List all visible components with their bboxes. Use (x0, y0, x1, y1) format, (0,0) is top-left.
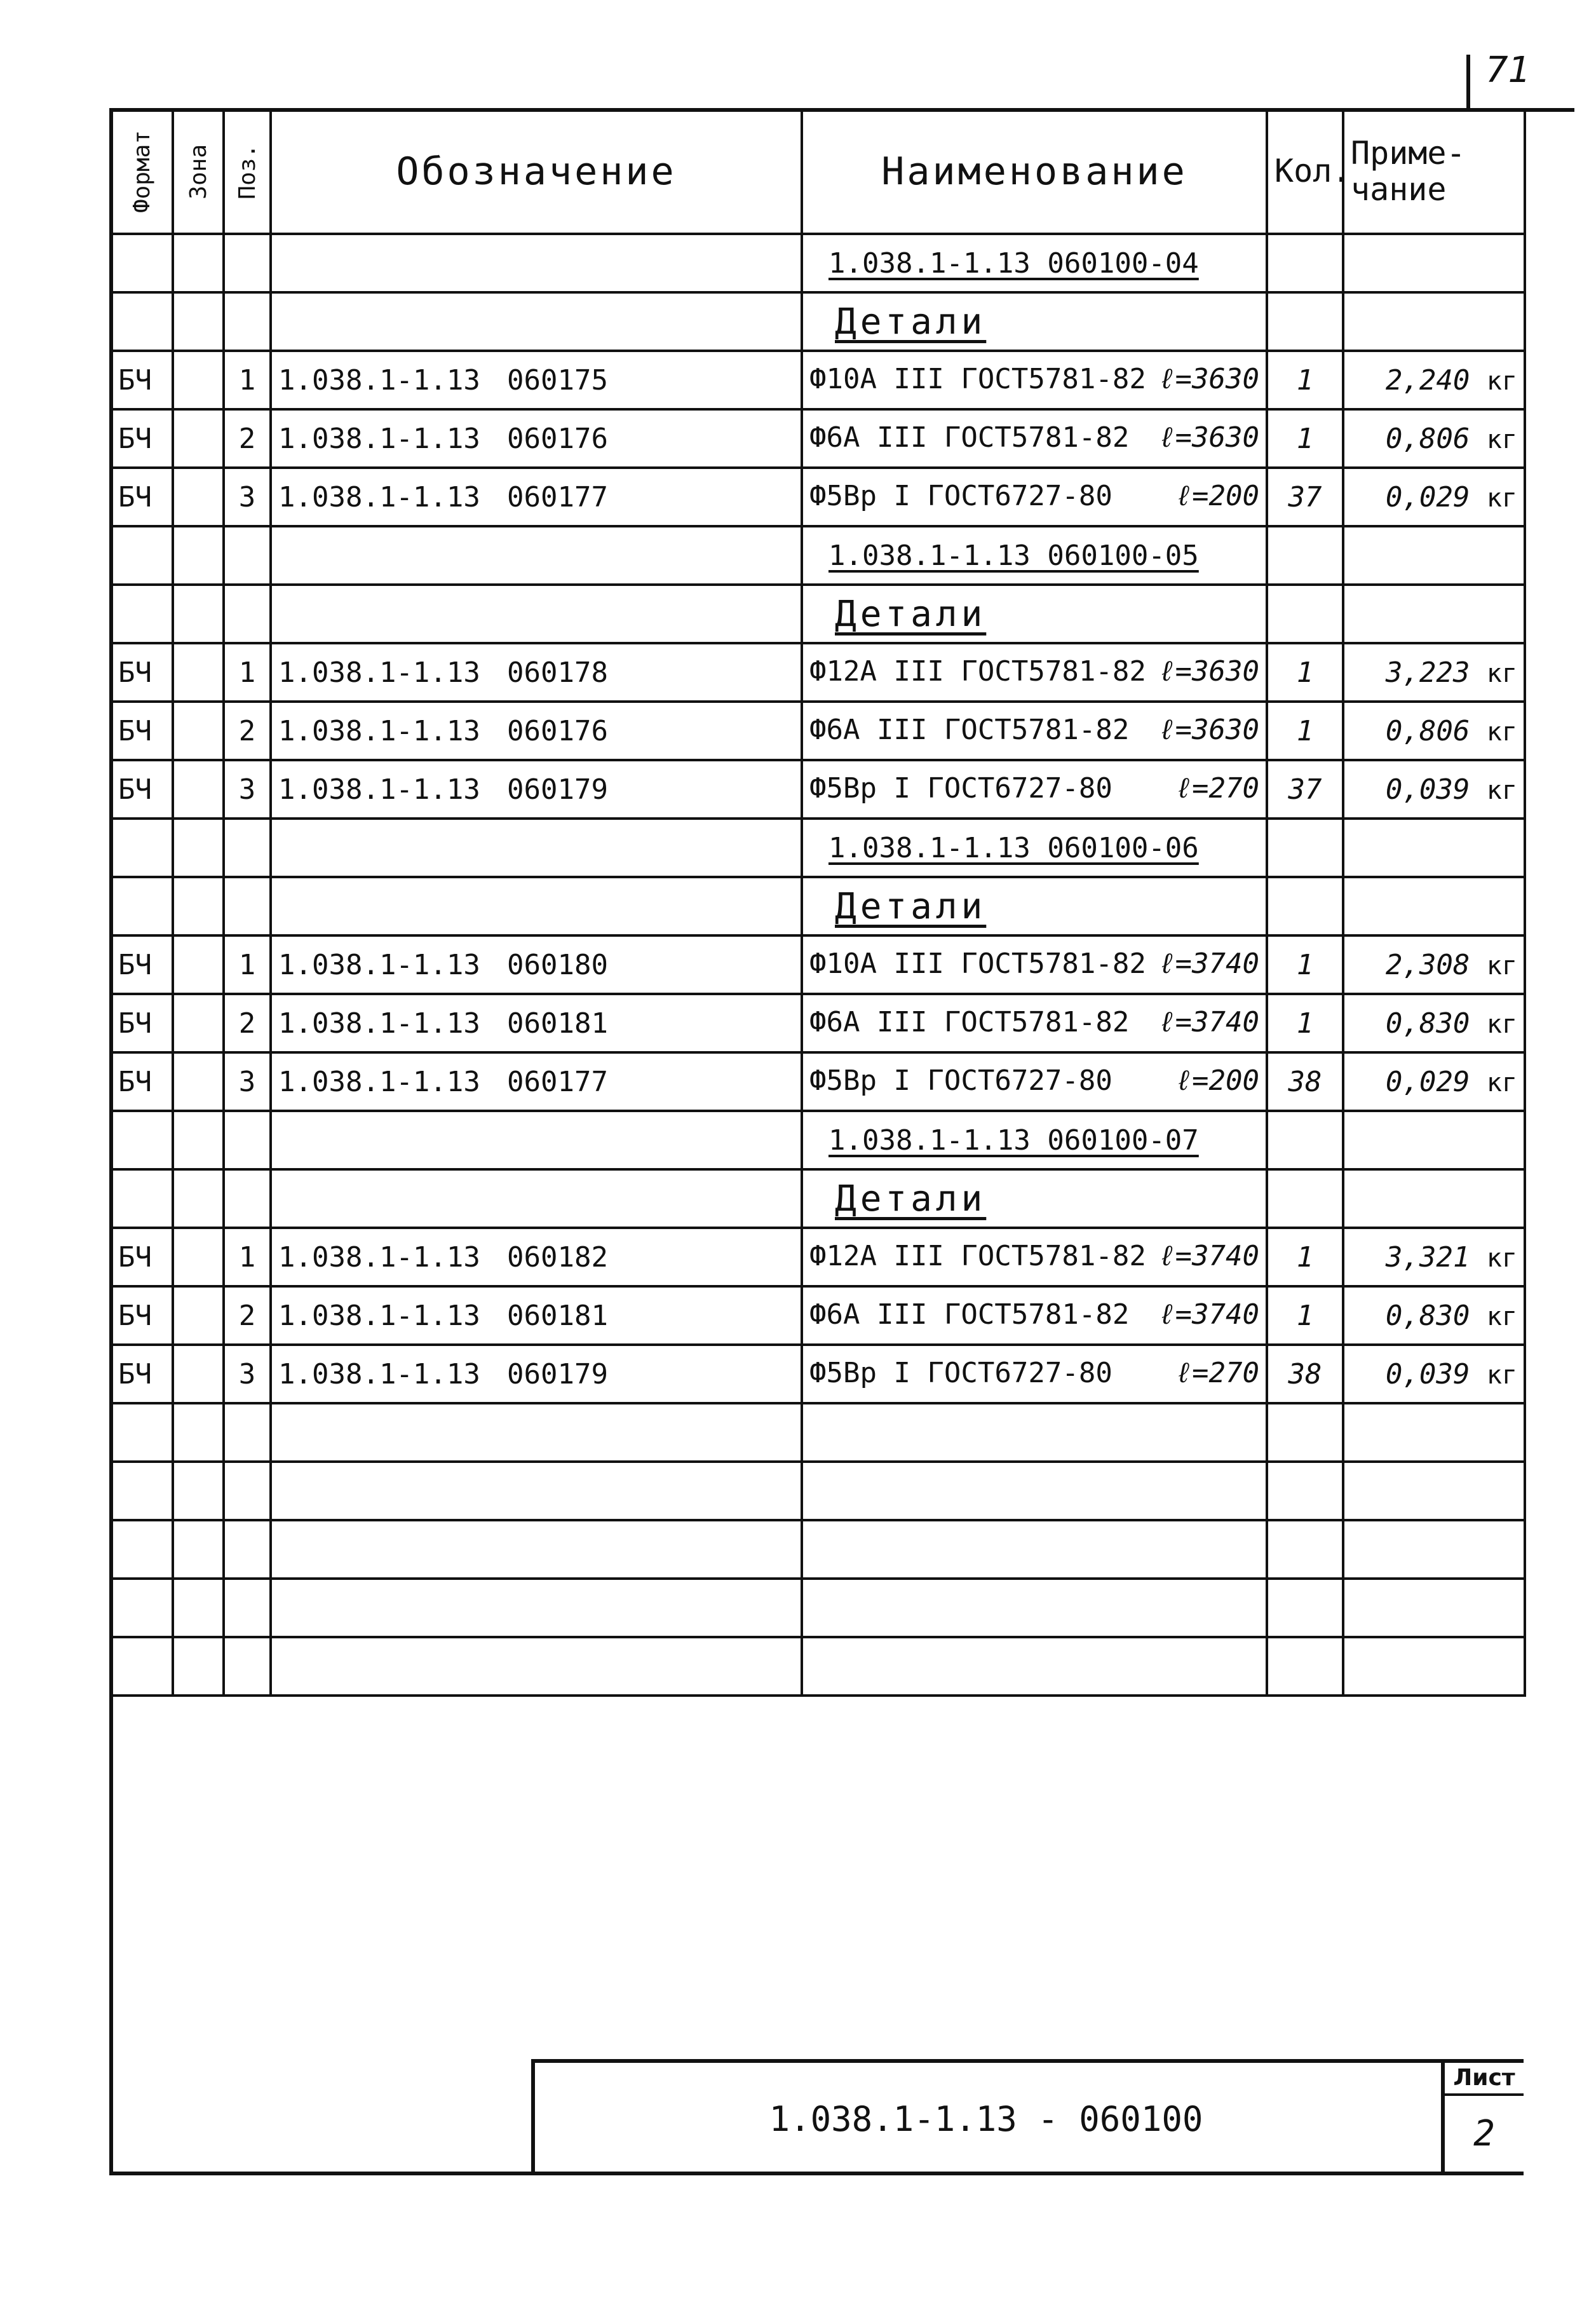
empty-row (111, 1579, 1525, 1637)
mass-unit: кг (1486, 425, 1517, 454)
page-number: 71 (1485, 50, 1531, 91)
format-cell (111, 234, 173, 292)
designation-cell (271, 1403, 802, 1462)
empty-row (111, 1637, 1525, 1696)
pos-cell: 1 (224, 643, 271, 702)
table-row (111, 1345, 1525, 1403)
format-cell (111, 292, 173, 351)
pos-cell (224, 877, 271, 935)
name-cell (802, 1637, 1267, 1696)
note-cell (1343, 994, 1525, 1052)
sheet-label: Лист (1445, 2063, 1524, 2096)
designation-number: 060177 (507, 480, 608, 513)
name-cell (802, 643, 1267, 702)
table-row (111, 760, 1525, 819)
format-cell (111, 1579, 173, 1637)
format-cell: БЧ (111, 468, 173, 526)
pos-cell (224, 526, 271, 585)
zone-cell (173, 702, 224, 760)
designation-cell (271, 468, 802, 526)
part-length: ℓ=3630 (1158, 714, 1259, 746)
zone-cell (173, 819, 224, 877)
part-name: Ф6А III ГОСТ5781-82 (809, 1006, 1130, 1038)
header-format: Формат (111, 109, 173, 234)
note-cell (1343, 351, 1525, 409)
designation-cell (271, 1637, 802, 1696)
note-cell (1343, 935, 1525, 994)
format-cell: БЧ (111, 994, 173, 1052)
designation-code: 1.038.1-1.13 (278, 480, 480, 513)
designation-number: 060181 (507, 1007, 608, 1040)
table-row (111, 351, 1525, 409)
section-row (111, 292, 1525, 351)
designation-code: 1.038.1-1.13 (278, 1065, 480, 1098)
name-cell (802, 1579, 1267, 1637)
specification-table (109, 108, 1526, 1697)
pos-cell: 1 (224, 1228, 271, 1286)
part-name: Ф6А III ГОСТ5781-82 (809, 1298, 1130, 1331)
note-cell (1343, 234, 1525, 292)
note-cell (1343, 1462, 1525, 1520)
note-cell (1343, 292, 1525, 351)
zone-cell (173, 643, 224, 702)
section-title: Детали (835, 885, 987, 927)
qty-cell: 1 (1267, 409, 1343, 468)
zone-cell (173, 234, 224, 292)
zone-cell (173, 351, 224, 409)
qty-cell: 1 (1267, 1286, 1343, 1345)
zone-cell (173, 1462, 224, 1520)
format-cell: БЧ (111, 1286, 173, 1345)
section-title: Детали (835, 593, 987, 635)
mass-value: 3,223 (1385, 656, 1470, 689)
qty-cell (1267, 526, 1343, 585)
table-row (111, 935, 1525, 994)
table-row (111, 1286, 1525, 1345)
designation-code: 1.038.1-1.13 (278, 1007, 480, 1040)
note-cell (1343, 819, 1525, 877)
designation-code: 1.038.1-1.13 (278, 1241, 480, 1274)
designation-cell (271, 351, 802, 409)
designation-number: 060175 (507, 364, 608, 397)
pos-cell (224, 1520, 271, 1579)
designation-number: 060179 (507, 773, 608, 806)
mass-value: 0,806 (1385, 422, 1470, 455)
designation-cell (271, 877, 802, 935)
section-row (111, 877, 1525, 935)
designation-cell (271, 819, 802, 877)
zone-cell (173, 1637, 224, 1696)
note-cell (1343, 1345, 1525, 1403)
qty-cell (1267, 1462, 1343, 1520)
assembly-code: 1.038.1-1.13 060100-06 (828, 831, 1199, 864)
part-name: Ф5Вр I ГОСТ6727-80 (809, 1064, 1112, 1097)
format-cell: БЧ (111, 351, 173, 409)
designation-code: 1.038.1-1.13 (278, 364, 480, 397)
document-code: 1.038.1-1.13 - 060100 (769, 2099, 1203, 2139)
qty-cell (1267, 292, 1343, 351)
format-cell (111, 1111, 173, 1169)
designation-code: 1.038.1-1.13 (278, 773, 480, 806)
designation-number: 060177 (507, 1065, 608, 1098)
name-cell (802, 935, 1267, 994)
designation-number: 060180 (507, 948, 608, 981)
zone-cell (173, 994, 224, 1052)
mass-value: 0,039 (1385, 773, 1470, 806)
mass-value: 0,029 (1385, 480, 1470, 513)
qty-cell: 38 (1267, 1345, 1343, 1403)
note-cell (1343, 1111, 1525, 1169)
designation-number: 060179 (507, 1357, 608, 1390)
note-cell (1343, 526, 1525, 585)
header-note: Приме-чание (1343, 109, 1525, 234)
note-cell (1343, 643, 1525, 702)
pos-cell (224, 1169, 271, 1228)
format-cell (111, 1169, 173, 1228)
qty-cell (1267, 1403, 1343, 1462)
format-cell: БЧ (111, 760, 173, 819)
designation-cell (271, 702, 802, 760)
name-cell (802, 585, 1267, 643)
designation-cell (271, 1345, 802, 1403)
designation-cell (271, 1286, 802, 1345)
designation-number: 060182 (507, 1241, 608, 1274)
name-cell (802, 292, 1267, 351)
note-cell (1343, 760, 1525, 819)
designation-code: 1.038.1-1.13 (278, 656, 480, 689)
note-cell (1343, 585, 1525, 643)
zone-cell (173, 1579, 224, 1637)
empty-row (111, 1520, 1525, 1579)
zone-cell (173, 409, 224, 468)
designation-cell (271, 1462, 802, 1520)
name-cell (802, 1403, 1267, 1462)
table-row (111, 994, 1525, 1052)
name-cell (802, 1286, 1267, 1345)
sheet-box (1441, 2063, 1524, 2175)
designation-code: 1.038.1-1.13 (278, 714, 480, 747)
part-name: Ф5Вр I ГОСТ6727-80 (809, 480, 1112, 512)
mass-unit: кг (1486, 1360, 1517, 1390)
mass-value: 0,830 (1385, 1007, 1470, 1040)
part-length: ℓ=270 (1175, 1357, 1259, 1389)
header-name: Наименование (802, 109, 1267, 234)
designation-cell (271, 760, 802, 819)
note-cell (1343, 1052, 1525, 1111)
qty-cell (1267, 234, 1343, 292)
qty-cell (1267, 1111, 1343, 1169)
pos-cell: 3 (224, 468, 271, 526)
name-cell (802, 760, 1267, 819)
note-cell (1343, 468, 1525, 526)
name-cell (802, 1345, 1267, 1403)
table-row (111, 409, 1525, 468)
mass-unit: кг (1486, 717, 1517, 747)
header-pos: Поз. (224, 109, 271, 234)
mass-unit: кг (1486, 1243, 1517, 1273)
zone-cell (173, 292, 224, 351)
mass-value: 3,321 (1385, 1241, 1470, 1274)
assembly-row (111, 526, 1525, 585)
mass-unit: кг (1486, 658, 1517, 688)
designation-code: 1.038.1-1.13 (278, 1357, 480, 1390)
name-cell (802, 409, 1267, 468)
empty-row (111, 1462, 1525, 1520)
qty-cell: 1 (1267, 351, 1343, 409)
qty-cell (1267, 1520, 1343, 1579)
mass-unit: кг (1486, 1302, 1517, 1331)
table-row (111, 1052, 1525, 1111)
pos-cell: 3 (224, 1345, 271, 1403)
pos-cell: 2 (224, 1286, 271, 1345)
name-cell (802, 234, 1267, 292)
part-name: Ф10А III ГОСТ5781-82 (809, 948, 1146, 980)
pos-cell (224, 585, 271, 643)
mass-unit: кг (1486, 1068, 1517, 1098)
mass-value: 2,308 (1385, 948, 1470, 981)
qty-cell: 37 (1267, 760, 1343, 819)
section-title: Детали (835, 301, 987, 343)
assembly-row (111, 819, 1525, 877)
table-row (111, 468, 1525, 526)
designation-cell (271, 409, 802, 468)
qty-cell: 1 (1267, 702, 1343, 760)
part-length: ℓ=3630 (1158, 421, 1259, 454)
part-length: ℓ=3630 (1158, 363, 1259, 395)
section-row (111, 585, 1525, 643)
designation-code: 1.038.1-1.13 (278, 1299, 480, 1332)
mass-value: 2,240 (1385, 364, 1470, 397)
name-cell (802, 1052, 1267, 1111)
mass-value: 0,806 (1385, 714, 1470, 747)
qty-cell: 1 (1267, 994, 1343, 1052)
part-length: ℓ=3630 (1158, 655, 1259, 688)
note-cell (1343, 877, 1525, 935)
zone-cell (173, 1520, 224, 1579)
note-cell (1343, 1637, 1525, 1696)
part-length: ℓ=3740 (1158, 1298, 1259, 1331)
part-length: ℓ=3740 (1158, 1240, 1259, 1272)
format-cell: БЧ (111, 1052, 173, 1111)
name-cell (802, 351, 1267, 409)
part-name: Ф5Вр I ГОСТ6727-80 (809, 772, 1112, 805)
mass-unit: кг (1486, 483, 1517, 513)
qty-cell (1267, 1579, 1343, 1637)
assembly-code: 1.038.1-1.13 060100-07 (828, 1124, 1199, 1157)
pos-cell (224, 1403, 271, 1462)
qty-cell (1267, 585, 1343, 643)
header-row (111, 109, 1525, 234)
zone-cell (173, 1286, 224, 1345)
qty-cell (1267, 877, 1343, 935)
designation-cell (271, 643, 802, 702)
part-length: ℓ=200 (1175, 480, 1259, 512)
name-cell (802, 877, 1267, 935)
mass-value: 0,830 (1385, 1299, 1470, 1332)
pos-cell: 2 (224, 994, 271, 1052)
name-cell (802, 1111, 1267, 1169)
name-cell (802, 526, 1267, 585)
name-cell (802, 1462, 1267, 1520)
header-qty: Кол. (1267, 109, 1343, 234)
note-cell (1343, 1286, 1525, 1345)
name-cell (802, 1520, 1267, 1579)
mass-unit: кг (1486, 775, 1517, 805)
format-cell: БЧ (111, 643, 173, 702)
note-cell (1343, 1403, 1525, 1462)
part-name: Ф12А III ГОСТ5781-82 (809, 655, 1146, 688)
qty-cell: 38 (1267, 1052, 1343, 1111)
designation-cell (271, 1052, 802, 1111)
zone-cell (173, 877, 224, 935)
format-cell (111, 877, 173, 935)
name-cell (802, 819, 1267, 877)
designation-code: 1.038.1-1.13 (278, 422, 480, 455)
pos-cell: 1 (224, 351, 271, 409)
zone-cell (173, 1403, 224, 1462)
part-name: Ф5Вр I ГОСТ6727-80 (809, 1357, 1112, 1389)
pos-cell (224, 1111, 271, 1169)
part-length: ℓ=3740 (1158, 1006, 1259, 1038)
pos-cell (224, 234, 271, 292)
part-name: Ф10А III ГОСТ5781-82 (809, 363, 1146, 395)
format-cell (111, 1403, 173, 1462)
qty-cell: 1 (1267, 643, 1343, 702)
pos-cell: 1 (224, 935, 271, 994)
part-length: ℓ=3740 (1158, 948, 1259, 980)
pos-cell (224, 1579, 271, 1637)
section-row (111, 1169, 1525, 1228)
pos-cell (224, 1637, 271, 1696)
format-cell (111, 819, 173, 877)
qty-cell (1267, 1637, 1343, 1696)
designation-number: 060176 (507, 422, 608, 455)
designation-cell (271, 1228, 802, 1286)
qty-cell: 37 (1267, 468, 1343, 526)
zone-cell (173, 1169, 224, 1228)
name-cell (802, 994, 1267, 1052)
part-length: ℓ=270 (1175, 772, 1259, 805)
note-cell (1343, 409, 1525, 468)
mass-unit: кг (1486, 951, 1517, 981)
assembly-row (111, 234, 1525, 292)
format-cell: БЧ (111, 409, 173, 468)
pos-cell (224, 292, 271, 351)
designation-number: 060181 (507, 1299, 608, 1332)
format-cell (111, 526, 173, 585)
designation-cell (271, 526, 802, 585)
name-cell (802, 468, 1267, 526)
qty-cell: 1 (1267, 1228, 1343, 1286)
mass-value: 0,029 (1385, 1065, 1470, 1098)
assembly-code: 1.038.1-1.13 060100-04 (828, 247, 1199, 280)
part-name: Ф12А III ГОСТ5781-82 (809, 1240, 1146, 1272)
mass-unit: кг (1486, 1009, 1517, 1039)
note-cell (1343, 1169, 1525, 1228)
zone-cell (173, 468, 224, 526)
qty-cell: 1 (1267, 935, 1343, 994)
format-cell: БЧ (111, 935, 173, 994)
pos-cell: 2 (224, 702, 271, 760)
zone-cell (173, 526, 224, 585)
zone-cell (173, 585, 224, 643)
pos-cell (224, 1462, 271, 1520)
header-designation: Обозначение (271, 109, 802, 234)
zone-cell (173, 1052, 224, 1111)
designation-number: 060178 (507, 656, 608, 689)
sheet-number: 2 (1473, 2113, 1495, 2154)
designation-code: 1.038.1-1.13 (278, 948, 480, 981)
mass-value: 0,039 (1385, 1357, 1470, 1390)
designation-number: 060176 (507, 714, 608, 747)
designation-cell (271, 994, 802, 1052)
name-cell (802, 1169, 1267, 1228)
specification-body (111, 234, 1525, 1696)
title-block (531, 2059, 1524, 2175)
zone-cell (173, 1111, 224, 1169)
designation-cell (271, 234, 802, 292)
zone-cell (173, 1228, 224, 1286)
qty-cell (1267, 1169, 1343, 1228)
part-name: Ф6А III ГОСТ5781-82 (809, 421, 1130, 454)
zone-cell (173, 1345, 224, 1403)
assembly-code: 1.038.1-1.13 060100-05 (828, 539, 1199, 572)
designation-cell (271, 1169, 802, 1228)
note-cell (1343, 702, 1525, 760)
table-row (111, 702, 1525, 760)
pos-cell (224, 819, 271, 877)
pos-cell: 3 (224, 1052, 271, 1111)
note-cell (1343, 1579, 1525, 1637)
format-cell: БЧ (111, 1345, 173, 1403)
name-cell (802, 1228, 1267, 1286)
designation-cell (271, 935, 802, 994)
pos-cell: 3 (224, 760, 271, 819)
designation-cell (271, 292, 802, 351)
format-cell (111, 1637, 173, 1696)
note-cell (1343, 1228, 1525, 1286)
mass-unit: кг (1486, 366, 1517, 396)
empty-row (111, 1403, 1525, 1462)
format-cell (111, 585, 173, 643)
designation-cell (271, 1579, 802, 1637)
header-zone: Зона (173, 109, 224, 234)
designation-cell (271, 1520, 802, 1579)
zone-cell (173, 760, 224, 819)
zone-cell (173, 935, 224, 994)
table-row (111, 643, 1525, 702)
pos-cell: 2 (224, 409, 271, 468)
format-cell (111, 1462, 173, 1520)
format-cell: БЧ (111, 702, 173, 760)
section-title: Детали (835, 1178, 987, 1220)
designation-cell (271, 1111, 802, 1169)
format-cell (111, 1520, 173, 1579)
note-cell (1343, 1520, 1525, 1579)
designation-cell (271, 585, 802, 643)
page-number-mark (1466, 55, 1470, 108)
top-rule-extension (1524, 108, 1574, 112)
qty-cell (1267, 819, 1343, 877)
table-row (111, 1228, 1525, 1286)
format-cell: БЧ (111, 1228, 173, 1286)
assembly-row (111, 1111, 1525, 1169)
part-length: ℓ=200 (1175, 1064, 1259, 1097)
name-cell (802, 702, 1267, 760)
part-name: Ф6А III ГОСТ5781-82 (809, 714, 1130, 746)
